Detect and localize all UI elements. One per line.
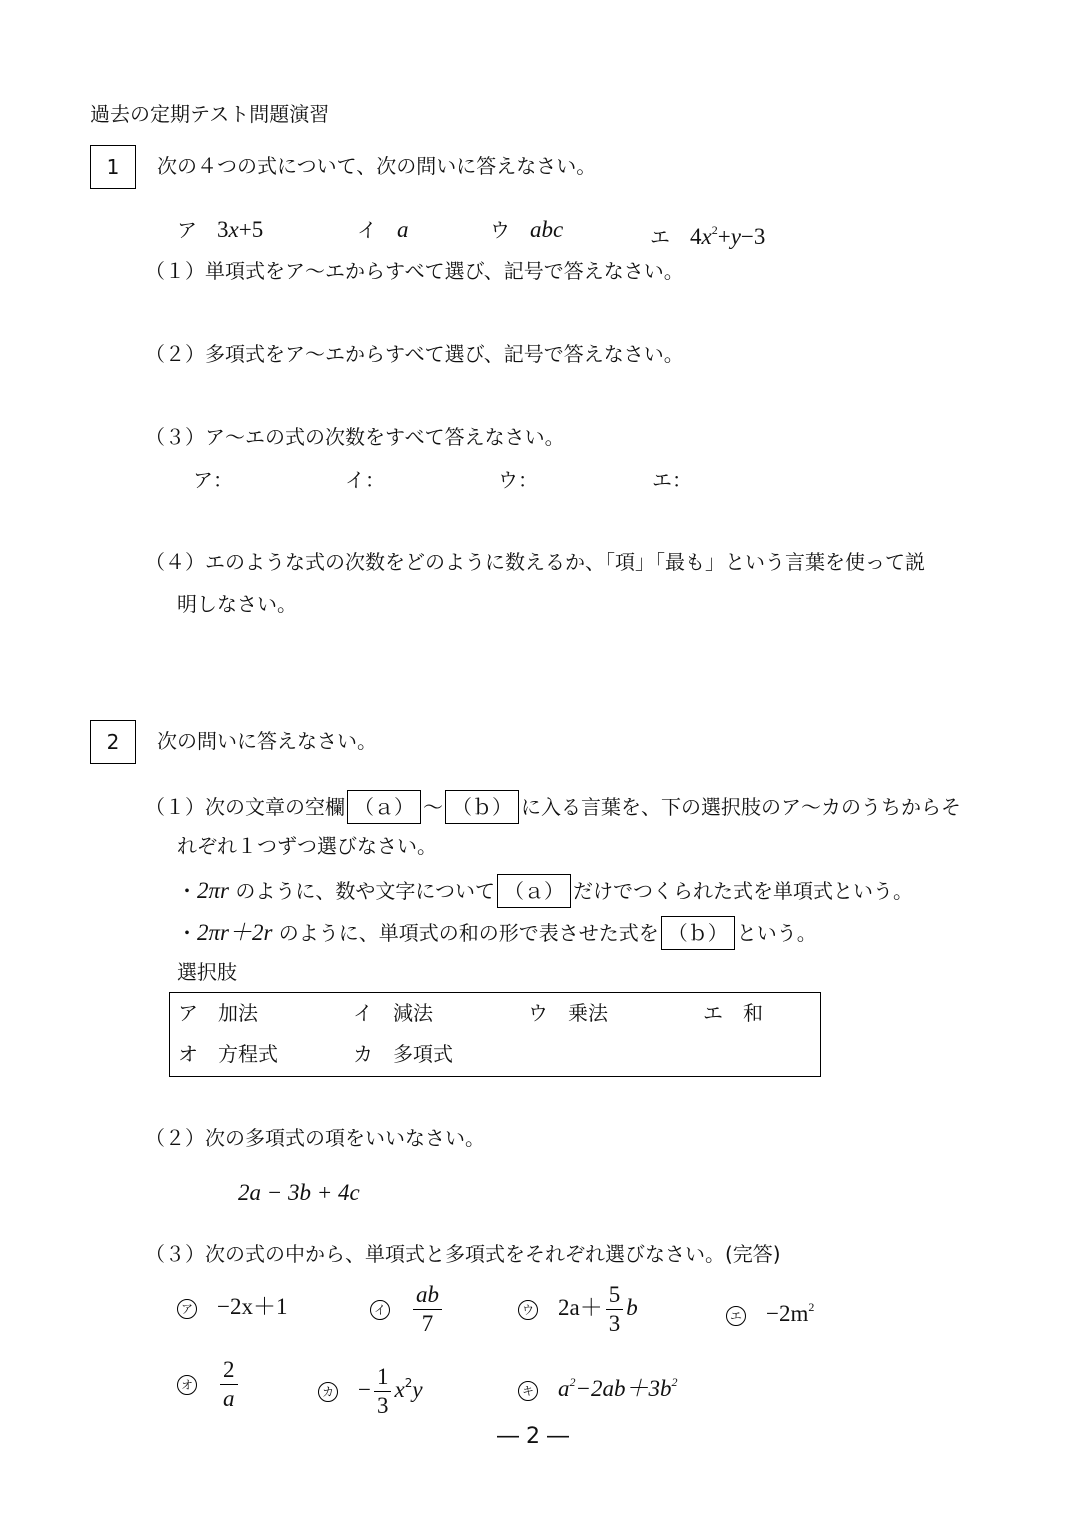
q1-prompt: 次の４つの式について、次の問いに答えなさい。 bbox=[157, 154, 597, 178]
q1-sub4-line2: 明しなさい。 bbox=[177, 592, 297, 616]
choice-e: エ 和 bbox=[703, 1001, 763, 1025]
q1-sub2: （２）多項式をア～エからすべて選び、記号で答えなさい。 bbox=[145, 342, 684, 366]
choice-u: ウ 乗法 bbox=[528, 1001, 608, 1025]
blank-a: （ａ） bbox=[347, 790, 421, 824]
choice-a: ア 加法 bbox=[178, 1001, 258, 1025]
choice-ka: カ 多項式 bbox=[353, 1042, 453, 1066]
choices-box bbox=[169, 992, 821, 1077]
q2-sub1-line2: れぞれ１つずつ選びなさい。 bbox=[177, 834, 437, 858]
q2-sub2: （２）次の多項式の項をいいなさい。 bbox=[145, 1126, 485, 1150]
option-o: オ $\frac{2}{a}$ bbox=[177, 1355, 241, 1413]
option-ka: カ − $\frac{1}{3}$ $x^2y$ bbox=[318, 1355, 423, 1420]
question-number-1: 1 bbox=[90, 145, 136, 189]
bullet-1: ・2πr のように、数や文字について （ａ） だけでつくられた式を単項式という。 bbox=[177, 874, 913, 908]
question-number-2: 2 bbox=[90, 720, 136, 764]
q2-sub3: （３）次の式の中から、単項式と多項式をそれぞれ選びなさい。(完答) bbox=[145, 1242, 781, 1266]
answer-label-i: イ： bbox=[345, 468, 385, 492]
choice-i: イ 減法 bbox=[353, 1001, 433, 1025]
blank-a-inline: （ａ） bbox=[497, 874, 571, 908]
bullet-2: ・2πr＋2r のように、単項式の和の形で表させた式を （ｂ） という。 bbox=[177, 916, 817, 950]
answer-label-e: エ： bbox=[652, 468, 692, 492]
expr-u: ウ abc bbox=[490, 217, 564, 242]
expr-e: エ $4x^2+y-3$ bbox=[650, 223, 766, 249]
expr-i: イ a bbox=[357, 217, 409, 242]
option-a: ア −2x＋1 bbox=[177, 1294, 287, 1320]
expr-a: ア 3x+5 bbox=[177, 217, 264, 242]
answer-label-u: ウ： bbox=[498, 468, 538, 492]
blank-b: （ｂ） bbox=[445, 790, 519, 824]
q2-prompt: 次の問いに答えなさい。 bbox=[157, 729, 377, 753]
q1-sub3: （３）ア～エの式の次数をすべて答えなさい。 bbox=[145, 425, 565, 449]
page-number: ― 2 ― bbox=[497, 1424, 569, 1449]
choices-label: 選択肢 bbox=[177, 960, 237, 984]
q2-sub1-line1: （１）次の文章の空欄 （ａ） ～ （ｂ） に入る言葉を、下の選択肢のア～カのうちからそ bbox=[145, 790, 961, 824]
page-header: 過去の定期テスト問題演習 bbox=[90, 102, 330, 126]
option-ki: キ $a^2-2ab+3b^2$ bbox=[518, 1369, 678, 1402]
answer-label-a: ア： bbox=[193, 468, 233, 492]
option-e: エ $-2m^2$ bbox=[726, 1294, 814, 1327]
blank-b-inline: （ｂ） bbox=[661, 916, 735, 950]
option-i: イ $\frac{ab}{7}$ bbox=[370, 1280, 445, 1338]
option-u: ウ 2a＋ $\frac{5}{3}$ b bbox=[518, 1280, 638, 1338]
q1-sub1: （１）単項式をア～エからすべて選び、記号で答えなさい。 bbox=[145, 259, 684, 283]
q2-sub2-expression: 2a − 3b + 4c bbox=[238, 1180, 360, 1205]
q1-sub4-line1: （４）エのような式の次数をどのように数えるか、「項」「最も」という言葉を使って説 bbox=[145, 550, 925, 574]
choice-o: オ 方程式 bbox=[178, 1042, 278, 1066]
